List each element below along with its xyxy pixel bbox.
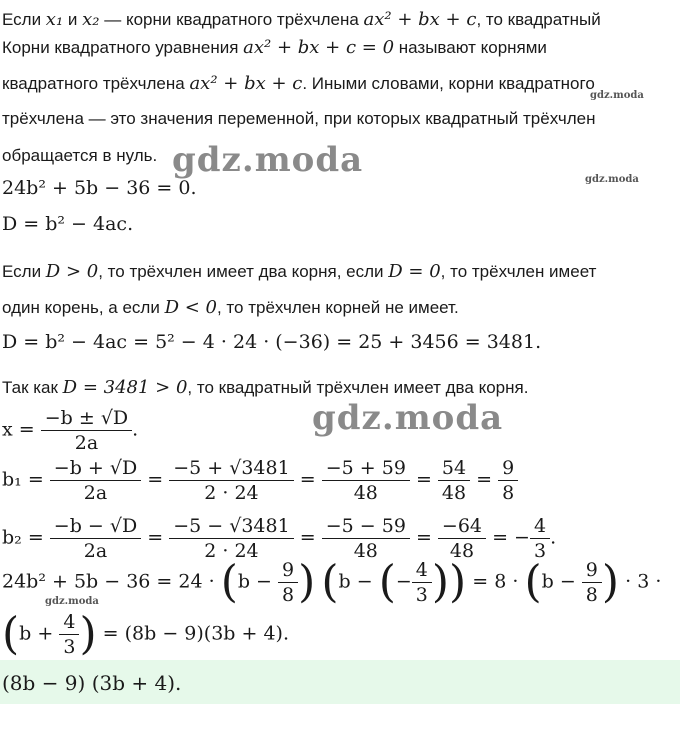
text-fragment: . Иными словами, корни квадратного bbox=[302, 74, 595, 93]
equals-minus-sign: = − bbox=[492, 526, 530, 549]
factorization-line-2 bbox=[2, 610, 289, 659]
text-line-5: обращается в нуль. bbox=[2, 146, 158, 165]
paren-close: ) bbox=[431, 556, 450, 608]
paren-open: ( bbox=[524, 556, 542, 608]
paren-close: ) bbox=[601, 556, 620, 608]
watermark-large: gdz.moda bbox=[172, 140, 364, 180]
watermark-small: gdz.moda bbox=[45, 596, 99, 607]
math-trinomial: ax² + bx + c bbox=[363, 9, 477, 30]
factor-term: b − bbox=[541, 570, 576, 593]
factor-term: b + bbox=[19, 622, 54, 645]
fraction-denominator: 48 bbox=[353, 482, 378, 504]
equals-sign: = bbox=[299, 526, 316, 549]
math-trinomial: ax² + bx + c bbox=[189, 73, 303, 94]
equals-sign: = bbox=[415, 468, 432, 491]
fraction bbox=[50, 514, 141, 563]
fraction bbox=[498, 456, 518, 505]
text-line-2 bbox=[2, 37, 547, 59]
fraction-denominator: 2a bbox=[83, 482, 108, 504]
equals-sign: = bbox=[147, 526, 164, 549]
text-fragment: , то трёхчлен имеет два корня, если bbox=[98, 262, 389, 281]
formula-lhs: x = bbox=[2, 418, 35, 441]
text-fragment: , то квадратный трёхчлен имеет два корня. bbox=[187, 378, 529, 397]
fraction-numerator: 4 bbox=[412, 558, 432, 583]
text-line-3 bbox=[2, 73, 595, 95]
factor-term: b − bbox=[237, 570, 272, 593]
fraction bbox=[50, 456, 141, 505]
paren-open: ( bbox=[2, 608, 20, 660]
math-condition: D = 0 bbox=[388, 261, 441, 282]
paren-close: ) bbox=[79, 608, 97, 660]
math-x1: x₁ bbox=[45, 9, 64, 30]
math-condition: D > 0 bbox=[45, 261, 99, 282]
text-fragment: называют корнями bbox=[394, 38, 547, 57]
equals-sign: = bbox=[299, 468, 316, 491]
watermark-small: gdz.moda bbox=[585, 174, 639, 185]
fraction-denominator: 48 bbox=[441, 482, 467, 504]
text-line-4: трёхчлена — это значения переменной, при которых квадратный трёхчлен bbox=[2, 109, 596, 128]
factor-tail: · 3 · bbox=[625, 570, 662, 593]
fraction bbox=[438, 456, 470, 505]
fraction-denominator: 8 bbox=[282, 584, 295, 606]
fraction bbox=[582, 558, 602, 607]
fraction-numerator: 54 bbox=[438, 456, 470, 481]
fraction-denominator: 2 · 24 bbox=[204, 540, 259, 562]
formula-tail: . bbox=[550, 526, 557, 549]
fraction-denominator: 3 bbox=[415, 584, 428, 606]
fraction-denominator: 8 bbox=[585, 584, 598, 606]
paren-close: ) bbox=[449, 556, 467, 608]
text-fragment: Так как bbox=[2, 378, 63, 397]
equals-sign: = bbox=[476, 468, 493, 491]
paren-open: ( bbox=[321, 556, 339, 608]
equals-sign: = bbox=[147, 468, 164, 491]
text-fragment: квадратного трёхчлена bbox=[2, 74, 190, 93]
fraction-denominator: 48 bbox=[353, 540, 378, 562]
text-fragment: один корень, а если bbox=[2, 298, 165, 317]
fraction-numerator: −5 + √3481 bbox=[169, 456, 293, 481]
formula-lhs: b₁ = bbox=[2, 468, 44, 491]
fraction-denominator: 2 · 24 bbox=[204, 482, 259, 504]
paren-close: ) bbox=[298, 556, 316, 608]
text-fragment: — корни квадратного трёхчлена bbox=[99, 10, 364, 29]
fraction-numerator: −5 − 59 bbox=[322, 514, 410, 539]
math-x2: x₂ bbox=[82, 9, 100, 30]
fraction-numerator: −5 + 59 bbox=[322, 456, 410, 481]
formula-lhs: b₂ = bbox=[2, 526, 44, 549]
fraction bbox=[41, 406, 132, 455]
watermark-small: gdz.moda bbox=[590, 90, 644, 101]
fraction-numerator: −5 − √3481 bbox=[169, 514, 293, 539]
fraction-numerator: −b ± √D bbox=[41, 406, 132, 431]
text-line-6 bbox=[2, 261, 596, 283]
fraction bbox=[322, 456, 410, 505]
fraction-numerator: −64 bbox=[438, 514, 486, 539]
answer: (8b − 9) (3b + 4). bbox=[2, 671, 182, 695]
text-fragment: Если bbox=[2, 10, 46, 29]
factor-eq: = 8 · bbox=[472, 570, 519, 593]
formula-x bbox=[2, 406, 138, 455]
text-line-7 bbox=[2, 297, 459, 319]
factorization-line-1 bbox=[2, 558, 661, 607]
fraction-numerator: 9 bbox=[498, 456, 518, 481]
paren-open: ( bbox=[378, 556, 396, 608]
fraction bbox=[412, 558, 432, 607]
math-equation: ax² + bx + c = 0 bbox=[243, 37, 395, 58]
fraction-numerator: −b − √D bbox=[50, 514, 141, 539]
fraction bbox=[278, 558, 298, 607]
fraction-denominator: 48 bbox=[449, 540, 475, 562]
factor-result: = (8b − 9)(3b + 4). bbox=[102, 622, 289, 645]
text-fragment: Если bbox=[2, 262, 46, 281]
paren-open: ( bbox=[220, 556, 238, 608]
fraction-denominator: 2a bbox=[83, 540, 108, 562]
formula-b1 bbox=[2, 456, 518, 505]
fraction-numerator: 4 bbox=[530, 514, 550, 539]
equals-sign: = bbox=[415, 526, 432, 549]
fraction bbox=[169, 456, 293, 505]
text-line-1 bbox=[2, 9, 601, 31]
fraction-denominator: 8 bbox=[502, 482, 515, 504]
factor-lead: 24b² + 5b − 36 = 24 · bbox=[2, 570, 215, 593]
factor-term: b − bbox=[338, 570, 373, 593]
fraction bbox=[59, 610, 79, 659]
minus-sign: − bbox=[395, 570, 412, 593]
text-fragment: , то квадратный bbox=[476, 10, 601, 29]
math-condition: D < 0 bbox=[164, 297, 217, 318]
equation-discriminant-value: D = b² − 4ac = 5² − 4 · 24 · (−36) = 25 + 3456 = 3481. bbox=[2, 331, 542, 353]
text-fragment: , то трёхчлен корней не имеет. bbox=[216, 298, 459, 317]
fraction-denominator: 3 bbox=[63, 636, 76, 658]
math-condition: D = 3481 > 0 bbox=[62, 377, 188, 398]
fraction-numerator: 9 bbox=[278, 558, 298, 583]
fraction-denominator: 2a bbox=[74, 432, 99, 454]
equation-1: 24b² + 5b − 36 = 0. bbox=[2, 177, 197, 199]
formula-tail: . bbox=[132, 418, 139, 441]
watermark-large: gdz.moda bbox=[312, 398, 504, 438]
text-fragment: и bbox=[63, 10, 83, 29]
fraction-numerator: 4 bbox=[59, 610, 79, 635]
fraction-numerator: −b + √D bbox=[50, 456, 141, 481]
formula-b2 bbox=[2, 514, 556, 563]
text-line-8 bbox=[2, 377, 528, 399]
text-fragment: Корни квадратного уравнения bbox=[2, 38, 244, 57]
equation-discriminant: D = b² − 4ac. bbox=[2, 213, 134, 235]
text-fragment: , то трёхчлен имеет bbox=[440, 262, 597, 281]
fraction-denominator: 3 bbox=[533, 540, 547, 562]
fraction-numerator: 9 bbox=[582, 558, 602, 583]
